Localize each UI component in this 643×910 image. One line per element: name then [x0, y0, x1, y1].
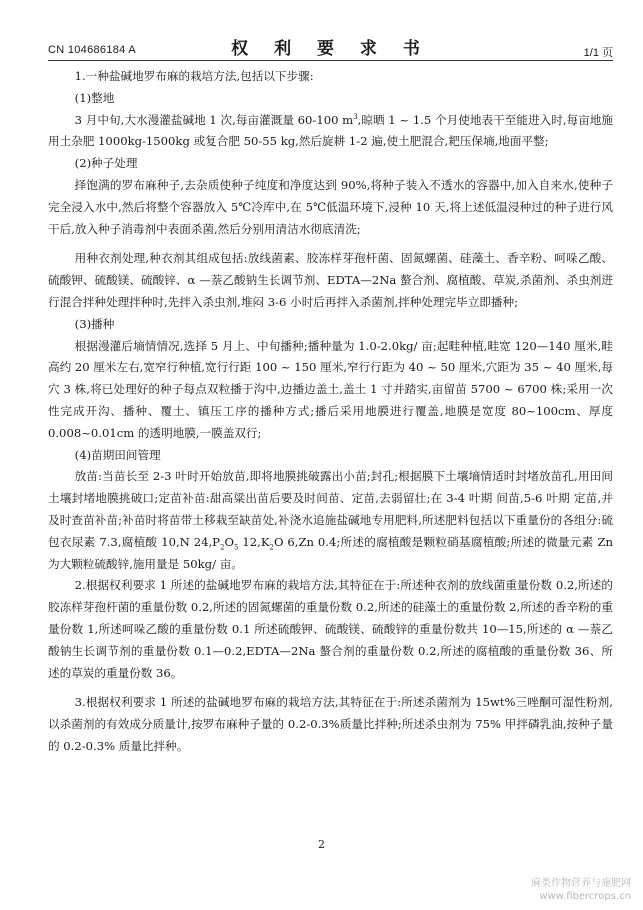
site-watermark — [531, 877, 631, 903]
claim-1-intro: 1.一种盐碱地罗布麻的栽培方法,包括以下步骤: — [74, 69, 314, 83]
step-3-text: 根据漫灌后墒情情况,选择 5 月上、中旬播种;播种量为 1.0-2.0kg/ 亩;起畦种植,畦宽 120—140 厘米,畦高约 20 厘米左右,宽窄行种植,宽行行距 100 ~ 150 厘米,窄行行距为 40 ~ 50 厘米,穴距为 35 ~ 40 厘米,每穴 3 株,将已处理好的种子每点双粒播于沟中,边播边盖土,盖土 1 寸并踏实,亩留苗 5700 ~ 6700 株;采用一次性完成开沟、播种、覆土、镇压工序的播种方式;播后采用地膜进行覆盖,地膜是宽度 80~100cm、厚度 0.008~0.01cm 的透明地膜,一膜盖双行; — [48, 338, 613, 440]
step-2-heading: (2)种子处理 — [74, 156, 138, 171]
page-indicator: 1/1 页 — [583, 47, 613, 59]
patent-number: CN 104686184 A — [48, 44, 136, 56]
step-1-text: 3 月中旬,大水漫灌盐碱地 1 次,每亩灌溉量 60-100 $m^3$,晾晒 1 ~ 1.5 个月使地表干至能进入时,每亩地施用土杂肥 1000kg-1500kg 或复合肥 50-55 kg,然后旋耕 1-2 遍,使土肥混合,耙压保墒,地面平整; — [48, 112, 613, 149]
claim-3-text: 3.根据权利要求 1 所述的盐碱地罗布麻的栽培方法,其特征在于:所述杀菌剂为 15wt%三唑酮可湿性粉剂,以杀菌剂的有效成分质量计,按罗布麻种子量的 0.2-0.3%质量比拌种;所述杀虫剂为 75% 甲拌磷乳油,按种子量的 0.2-0.3% 质量比拌种。 — [48, 695, 613, 753]
document-title: 权 利 要 求 书 — [231, 39, 430, 59]
step-4-heading: (4)苗期田间管理 — [74, 447, 161, 462]
step-4-text: 放苗:当苗长至 2-3 叶时开始放苗,即将地膜挑破露出小苗;封孔;根据膜下土壤墒情适时封堵放苗孔,用田间土壤封堵地膜挑破口;定苗补苗:甜高粱出苗后要及时间苗、定苗,去弱留壮;在 3-4 叶期 间苗,5-6 叶期 定苗,并及时查苗补苗;补苗时将苗带土移栽至缺苗处,补浇水追施盐碱地专用肥料,所述肥料包括以下重量份的各组分:硫包衣尿素 7.3,腐植酸 10,N $24,P_2O_5$ $12,K_2O$ 6,Zn 0.4;所述的腐植酸是颗粒硝基腐植酸;所述的微量元素 Zn 为大颗粒硫酸锌,施用量是 50kg/ 亩。 — [48, 469, 613, 571]
seed-coating-text: 用种衣剂处理,种衣剂其组成包括:放线菌素、胶冻样芽孢杆菌、固氮螺菌、硅藻土、香辛粉、呵哚乙酸、硫酸钾、硫酸镁、硫酸锌、α —萘乙酸钠生长调节剂、EDTA—2Na 螯合剂、腐植酸、草炭,杀菌剂、杀虫剂进行混合拌种处理拌种时,先拌入杀虫剂,堆闷 3-6 小时后再拌入杀菌剂,拌种处理完毕立即播种; — [48, 251, 613, 309]
claim-2-text: 2.根据权利要求 1 所述的盐碱地罗布麻的栽培方法,其特征在于:所述种衣剂的放线菌重量份数 0.2,所述的胶冻样芽孢杆菌的重量份数 0.2,所述的固氮螺菌的重量份数 0.2,所述的硅藻土的重量份数 2,所述的香辛粉的重量份数 1,所述呵哚乙酸的重量份数 0.1 所述硫酸钾、硫酸镁、硫酸锌的重量份数共 10—15,所述的 α —萘乙酸钠生长调节剂的重量份数 0.1—0.2,EDTA—2Na 螯合剂的重量份数 0.2,所述的腐植酸的重量份数 36、所述的草炭的重量份数 36。 — [48, 578, 613, 680]
step-3-heading: (3)播种 — [74, 316, 115, 331]
watermark-url: www.fibercrops.cn — [539, 891, 631, 902]
watermark-title: 麻类作物营养与施肥网 — [531, 878, 631, 889]
step-2-text: 择饱满的罗布麻种子,去杂质使种子纯度和净度达到 90%,将种子装入不透水的容器中,加入自来水,使种子完全浸入水中,然后将整个容器放入 5℃冷库中,在 5℃低温环境下,浸种 10 天,将上述低温浸种过的种子进行风干后,放入种子消毒剂中表面杀菌,然后分别用清洁水彻底清洗; — [48, 177, 613, 236]
page-number: 2 — [318, 838, 325, 851]
header-divider — [48, 60, 613, 61]
step-1-heading: (1)整地 — [74, 90, 115, 105]
claims-body — [48, 66, 613, 758]
document-header — [48, 30, 613, 60]
